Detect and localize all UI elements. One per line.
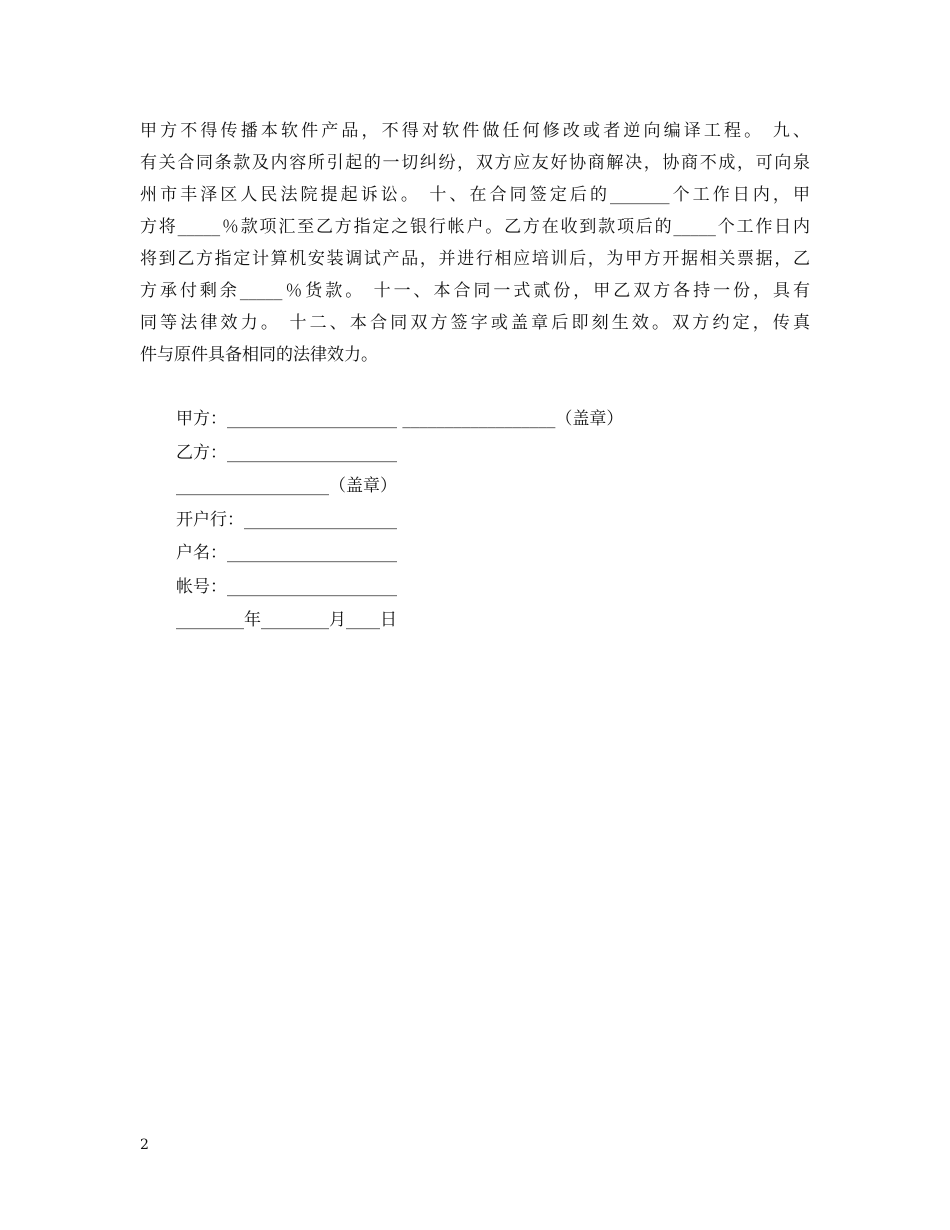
party-a-signature-line: 甲方：____________________ __________________（盖章） [176,409,624,429]
paragraph-line-6: 方承付剩余_____％货款。 十一、本合同一式贰份，甲乙双方各持一份，具有 [140,281,810,301]
paragraph-line-7: 同等法律效力。 十二、本合同双方签字或盖章后即刻生效。双方约定，传真 [140,313,810,333]
date-line: ________年________月____日 [176,610,397,630]
paragraph-line-2: 有关合同条款及内容所引起的一切纠纷，双方应友好协商解决，协商不成，可向泉 [140,153,810,173]
paragraph-line-1: 甲方不得传播本软件产品，不得对软件做任何修改或者逆向编译工程。 九、 [140,121,810,141]
signature-block [176,403,623,638]
page-number: 2 [140,1137,149,1153]
bank-line: 开户行：__________________ [176,509,397,530]
paragraph-line-8: 件与原件具备相同的法律效力。 [140,345,378,365]
contract-clauses-paragraph [140,115,810,371]
paragraph-line-4: 方将_____％款项汇至乙方指定之银行帐户。乙方在收到款项后的_____个工作日内 [140,217,810,237]
party-b-seal-line: __________________（盖章） [176,476,397,496]
paragraph-line-5: 将到乙方指定计算机安装调试产品，并进行相应培训后，为甲方开据相关票据，乙 [140,249,810,269]
account-number-line: 帐号：____________________ [176,576,397,597]
account-name-line: 户名：____________________ [176,543,397,563]
paragraph-line-3: 州市丰泽区人民法院提起诉讼。 十、在合同签定后的_______个工作日内，甲 [140,185,810,205]
party-b-signature-line: 乙方：____________________ [176,442,397,463]
